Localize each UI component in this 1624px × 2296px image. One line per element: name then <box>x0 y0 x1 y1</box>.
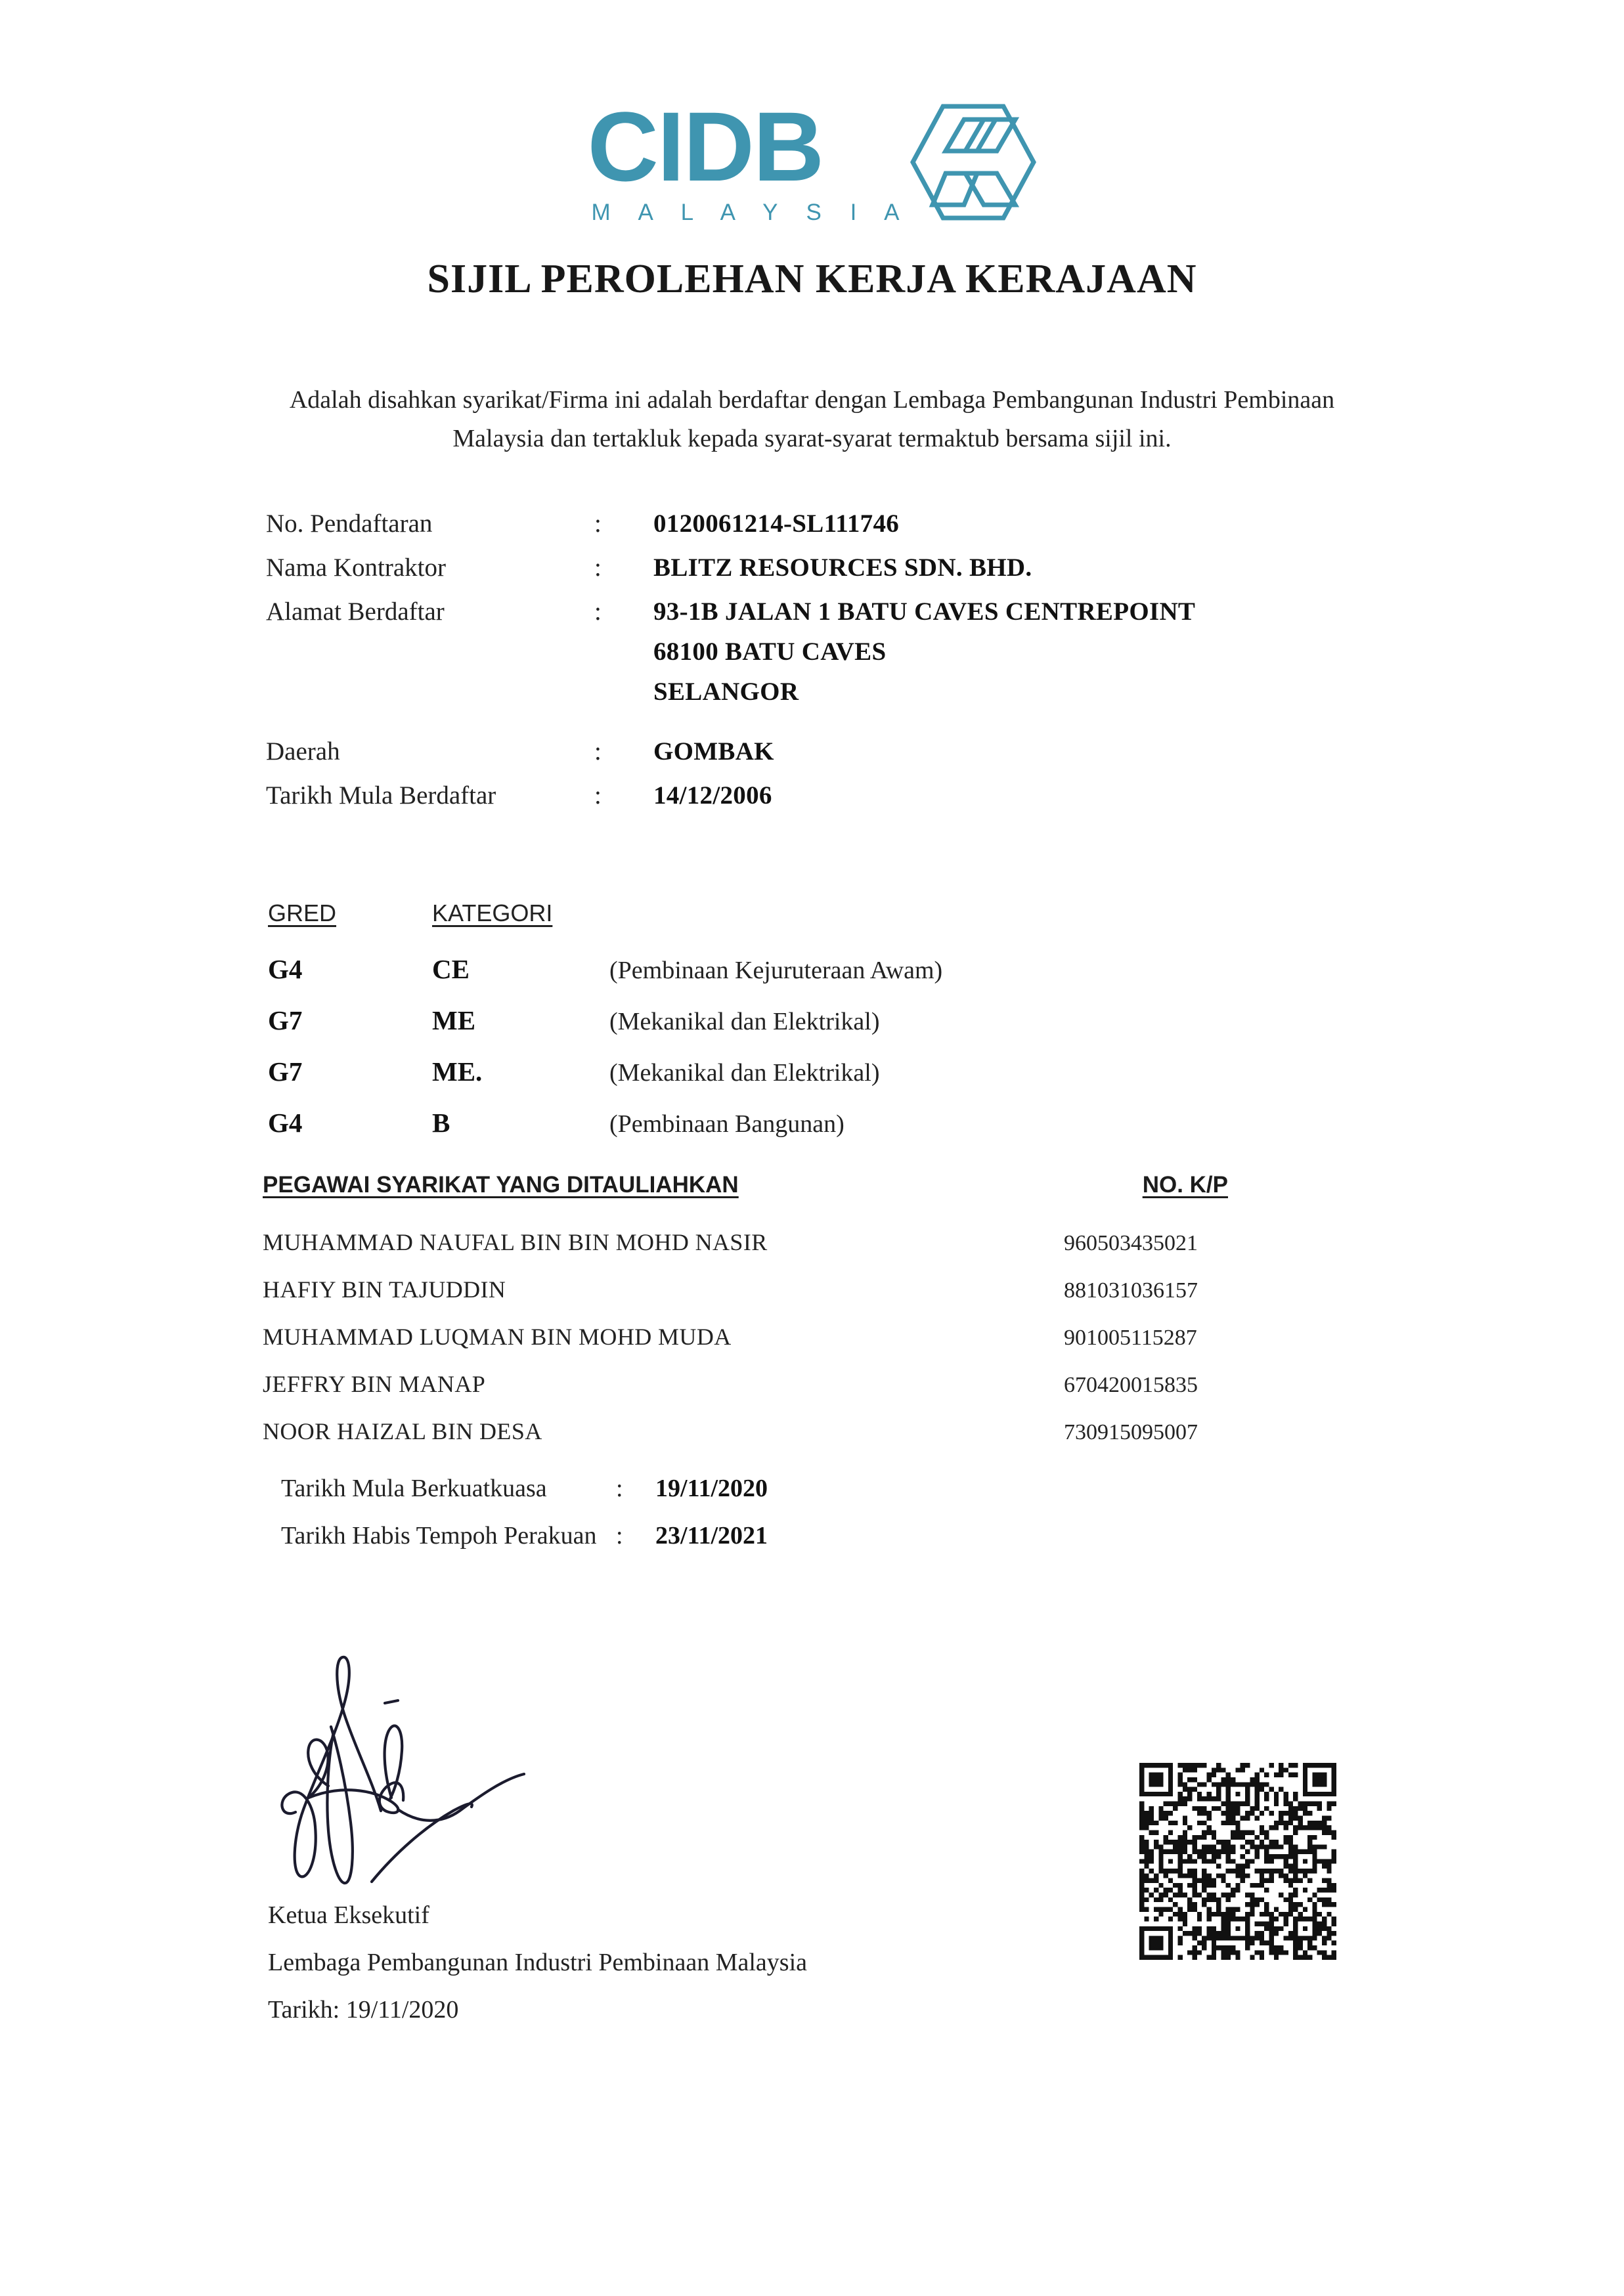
effective-date-label: Tarikh Mula Berkuatkuasa <box>281 1475 547 1502</box>
start-date-value: 14/12/2006 <box>653 781 772 810</box>
cell-gred: G7 <box>268 1005 303 1035</box>
signatory-organisation: Lembaga Pembangunan Industri Pembinaan Malaysia <box>268 1949 808 1976</box>
table-row <box>268 1056 1253 1087</box>
officer-row <box>263 1276 1228 1303</box>
officer-name: MUHAMMAD LUQMAN BIN MOHD MUDA <box>263 1324 732 1350</box>
officer-row <box>263 1323 1228 1351</box>
officer-ic: 730915095007 <box>1064 1420 1198 1444</box>
colon: : <box>594 509 602 538</box>
verification-qr-code <box>1139 1763 1336 1960</box>
officer-ic: 960503435021 <box>1064 1231 1198 1255</box>
registration-details <box>266 509 1382 825</box>
signature-image <box>263 1622 545 1897</box>
address-value <box>653 597 1195 717</box>
colon: : <box>616 1522 623 1549</box>
intro-paragraph: Adalah disahkan syarikat/Firma ini adalah berdaftar dengan Lembaga Pembangunan Industri Pembinaan Malaysia dan tertakluk kepada syarat-syarat termaktub bersama sijil ini. <box>289 386 1335 452</box>
cell-description: (Mekanikal dan Elektrikal) <box>609 1059 880 1087</box>
detail-row-address <box>266 597 1382 717</box>
colon: : <box>594 737 602 766</box>
cell-gred: G4 <box>268 954 303 984</box>
effective-date-value: 19/11/2020 <box>655 1475 768 1502</box>
cell-kategori: ME <box>432 1005 476 1035</box>
address-line-2: 68100 BATU CAVES <box>653 638 887 666</box>
address-line-3: SELANGOR <box>653 678 799 706</box>
logo-subtitle: M A L A Y S I A <box>591 200 911 225</box>
expiry-date-label: Tarikh Habis Tempoh Perakuan <box>281 1522 597 1549</box>
column-header-ic-number: NO. K/P <box>1142 1172 1228 1198</box>
start-date-label: Tarikh Mula Berdaftar <box>266 781 496 810</box>
officer-ic: 901005115287 <box>1064 1326 1197 1350</box>
officer-row <box>263 1370 1228 1398</box>
colon: : <box>594 597 602 626</box>
contractor-label: Nama Kontraktor <box>266 553 446 582</box>
cell-gred: G7 <box>268 1056 303 1087</box>
column-header-gred: GRED <box>268 899 337 926</box>
cell-kategori: ME. <box>432 1056 483 1087</box>
signature-date: Tarikh: 19/11/2020 <box>268 1996 459 2024</box>
officer-row <box>263 1418 1228 1445</box>
grade-category-table <box>268 899 1253 1158</box>
officers-header-row <box>263 1172 1228 1198</box>
validity-row-expiry <box>281 1521 768 1550</box>
district-value: GOMBAK <box>653 737 774 766</box>
officer-name: MUHAMMAD NAUFAL BIN BIN MOHD NASIR <box>263 1229 768 1255</box>
officer-name: NOOR HAIZAL BIN DESA <box>263 1418 542 1444</box>
officer-ic: 881031036157 <box>1064 1278 1198 1303</box>
column-header-kategori: KATEGORI <box>432 899 553 926</box>
officer-name: JEFFRY BIN MANAP <box>263 1371 486 1397</box>
cidb-logo <box>0 91 1624 236</box>
cell-description: (Pembinaan Bangunan) <box>609 1110 845 1138</box>
page-title: SIJIL PEROLEHAN KERJA KERAJAAN <box>427 257 1197 301</box>
address-line-1: 93-1B JALAN 1 BATU CAVES CENTREPOINT <box>653 597 1196 626</box>
validity-row-effective <box>281 1474 768 1503</box>
officer-ic: 670420015835 <box>1064 1373 1198 1397</box>
colon: : <box>594 781 602 810</box>
table-row <box>268 1107 1253 1138</box>
cell-description: (Mekanikal dan Elektrikal) <box>609 1008 880 1035</box>
detail-row-start-date <box>266 781 1382 810</box>
cell-kategori: CE <box>432 954 470 984</box>
detail-row-contractor <box>266 553 1382 582</box>
detail-row-registration <box>266 509 1382 538</box>
cidb-hexagon-h-icon <box>905 100 1036 225</box>
registration-label: No. Pendaftaran <box>266 509 433 538</box>
address-label: Alamat Berdaftar <box>266 597 445 626</box>
logo-wordmark: CIDB <box>587 91 823 202</box>
contractor-value: BLITZ RESOURCES SDN. BHD. <box>653 553 1032 582</box>
officer-name: HAFIY BIN TAJUDDIN <box>263 1276 506 1303</box>
colon: : <box>616 1475 623 1502</box>
table-row <box>268 1005 1253 1036</box>
cell-kategori: B <box>432 1108 450 1138</box>
registration-value: 0120061214-SL111746 <box>653 509 900 538</box>
cell-description: (Pembinaan Kejuruteraan Awam) <box>609 957 943 984</box>
table-header-row <box>268 899 1253 927</box>
signature-footer <box>268 1901 807 2043</box>
officer-row <box>263 1228 1228 1256</box>
table-row <box>268 953 1253 985</box>
district-label: Daerah <box>266 737 340 766</box>
column-header-officer-name: PEGAWAI SYARIKAT YANG DITAULIAHKAN <box>263 1172 739 1198</box>
signatory-title: Ketua Eksekutif <box>268 1901 429 1929</box>
detail-row-district <box>266 737 1382 766</box>
colon: : <box>594 553 602 582</box>
cell-gred: G4 <box>268 1108 303 1138</box>
validity-period <box>281 1474 768 1569</box>
expiry-date-value: 23/11/2021 <box>655 1522 768 1549</box>
authorised-officers-section <box>263 1172 1228 1465</box>
